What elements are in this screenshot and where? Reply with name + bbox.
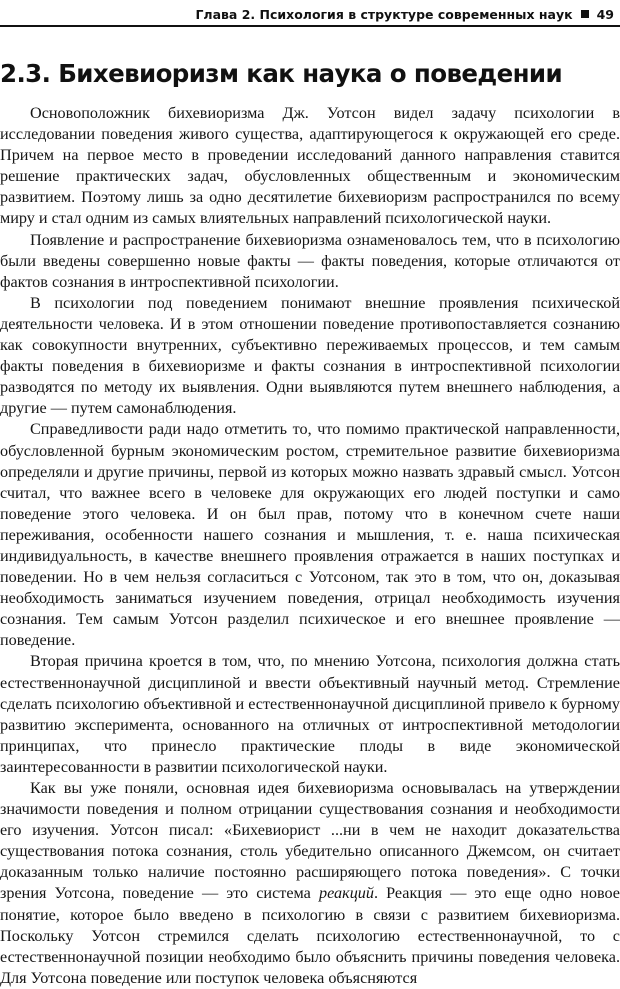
header-divider [0, 25, 620, 27]
paragraph: Вторая причина кроется в том, что, по мнению Уотсона, психология должна стать естественнонаучной дисциплиной и ввести объективный научный метод. Стремление сделать психологию объективной и естественнонаучной дисциплиной привело к бурному развитию эксперимента, основанного на отличных от интроспективной методологии принципах, что принесло практические плоды в виде экономической заинтересованности в развитии психологической науки. [0, 652, 620, 776]
running-header [0, 4, 614, 26]
running-header-chapter: Глава 2. Психология в структуре современных наук [195, 7, 573, 22]
body-text [0, 103, 620, 989]
paragraph-text: . Реакция — это еще одно новое понятие, которое было введено в психологию в связи с развитием бихевиоризма. Поскольку Уотсон стремился сделать психологию естественнонаучной, то с естественнонаучной позиции необходимо было объяснить причины поведения человека. Для Уотсона поведение или поступок человека объясняются [0, 884, 620, 987]
italic-term: реакций [318, 884, 374, 903]
paragraph: В психологии под поведением понимают внешние проявления психической деятельности человека. И в этом отношении поведение противопоставляется сознанию как совокупности внутренних, субъективно переживаемых процессов, и тем самым факты поведения в бихевиоризме и факты сознания в интроспективной психологии разводятся по методу их выявления. Одни выявляются путем внешнего наблюдения, а другие — путем самонаблюдения. [0, 293, 620, 418]
paragraph: Основоположник бихевиоризма Дж. Уотсон видел задачу психологии в исследовании поведения живого существа, адаптирующегося к окружающей его среде. Причем на первое место в проведении исследований данного направления ставится решение практических задач, обусловленных общественным и экономическим развитием. Поэтому лишь за одно десятилетие бихевиоризм распространился по всему миру и стал одним из самых влиятельных направлений психологической науки. [0, 104, 620, 228]
paragraph: Справедливости ради надо отметить то, что помимо практической направленности, обусловленной бурным экономическим ростом, стремительное развитие бихевиоризма определяли и другие причины, первой из которых можно назвать здравый смысл. Уотсон считал, что важнее всего в человеке для окружающих его людей поступки и само поведение этого человека. И он был прав, потому что в конечном счете наши переживания, особенности нашего сознания и мышления, т. е. наша психическая индивидуальность, в качестве внешнего проявления отражается в наших поступках и поведении. Но в чем нельзя согласиться с Уотсоном, так это в том, что он, доказывая необходимость заниматься изучением поведения, отрицал необходимость изучения сознания. Тем самым Уотсон разделил психическое и его внешнее проявление — поведение. [0, 420, 620, 650]
square-bullet-icon [581, 10, 589, 18]
paragraph: Появление и распространение бихевиоризма ознаменовалось тем, что в психологию были введены совершенно новые факты — факты поведения, которые отличаются от фактов сознания в интроспективной психологии. [0, 230, 620, 291]
paragraph-text: Как вы уже поняли, основная идея бихевиоризма основывалась на утверждении значимости поведения и полном отрицании существования сознания и необходимости его изучения. Уотсон писал: «Бихевиорист ...ни в чем не находит доказательства существования потока сознания, столь убедительно описанного Джемсом, он считает доказанным только наличие постоянно расширяющего потока поведения». С точки зрения Уотсона, поведение — это система [0, 779, 620, 903]
page-number: 49 [596, 7, 614, 22]
section-title: 2.3. Бихевиоризм как наука о поведении [0, 59, 563, 88]
paragraph-last [0, 778, 620, 989]
